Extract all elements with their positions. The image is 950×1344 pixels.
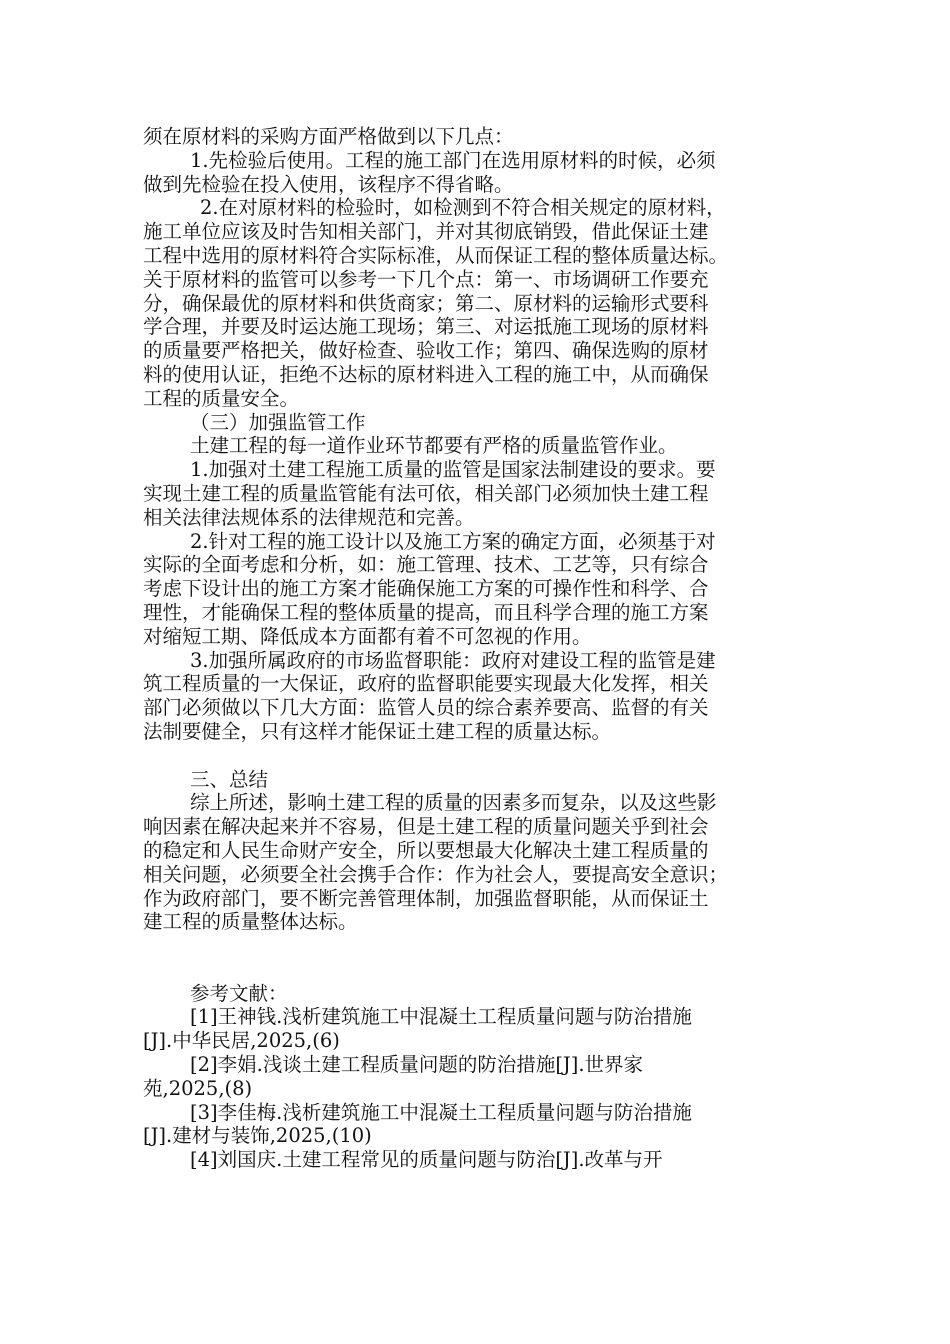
reference-item-cont: [J].建材与装饰,2025,(10) bbox=[143, 1124, 372, 1148]
text-line: 部门必须做以下几大方面：监管人员的综合素养要高、监督的有关 bbox=[143, 696, 709, 720]
section-heading: 三、总结 bbox=[190, 767, 269, 791]
spacer bbox=[143, 744, 813, 768]
text-line: 实现土建工程的质量监管能有法可依，相关部门必须加快土建工程 bbox=[143, 481, 709, 505]
text-line: 学合理，并要及时运达施工现场；第三、对运抵施工现场的原材料 bbox=[143, 315, 709, 339]
text-line: 分，确保最优的原材料和供货商家；第二、原材料的运输形式要科 bbox=[143, 291, 709, 315]
text-line: 关于原材料的监管可以参考一下几个点：第一、市场调研工作要充 bbox=[143, 267, 709, 291]
reference-item-cont: [J].中华民居,2025,(6) bbox=[143, 1029, 340, 1053]
references-heading: 参考文献： bbox=[190, 981, 288, 1005]
text-line: 相关问题，必须要全社会携手合作：作为社会人，要提高安全意识； bbox=[143, 862, 729, 886]
text-line: 3.加强所属政府的市场监督职能：政府对建设工程的监管是建 bbox=[190, 648, 716, 672]
reference-item-cont: 苑,2025,(8) bbox=[143, 1076, 253, 1100]
text-line: 做到先检验在投入使用，该程序不得省略。 bbox=[143, 172, 514, 196]
text-line: 响因素在解决起来并不容易，但是土建工程的质量问题关乎到社会 bbox=[143, 815, 709, 839]
text-line: 须在原材料的采购方面严格做到以下几点： bbox=[143, 125, 514, 148]
text-line: 实际的全面考虑和分析，如：施工管理、技术、工艺等，只有综合 bbox=[143, 553, 709, 577]
spacer bbox=[143, 934, 813, 958]
reference-item: [3]李佳梅.浅析建筑施工中混凝土工程质量问题与防治措施 bbox=[190, 1100, 692, 1124]
text-line: 相关法律法规体系的法律规范和完善。 bbox=[143, 505, 475, 529]
text-line: 筑工程质量的一大保证，政府的监督职能要实现最大化发挥，相关 bbox=[143, 672, 709, 696]
text-line: 2.针对工程的施工设计以及施工方案的确定方面，必须基于对 bbox=[190, 529, 716, 553]
text-line: 的稳定和人民生命财产安全，所以要想最大化解决土建工程质量的 bbox=[143, 838, 709, 862]
document-body bbox=[143, 125, 813, 1172]
text-line: 工程的质量安全。 bbox=[143, 386, 300, 410]
text-line: 土建工程的每一道作业环节都要有严格的质量监管作业。 bbox=[190, 434, 678, 458]
text-line: 法制要健全，只有这样才能保证土建工程的质量达标。 bbox=[143, 719, 612, 743]
text-line: 建工程的质量整体达标。 bbox=[143, 910, 358, 934]
text-line: 料的使用认证，拒绝不达标的原材料进入工程的施工中，从而确保 bbox=[143, 362, 709, 386]
section-heading: （三）加强监管工作 bbox=[190, 410, 366, 434]
text-line: 工程中选用的原材料符合实际标准，从而保证工程的整体质量达标。 bbox=[143, 243, 729, 267]
text-line: 施工单位应该及时告知相关部门，并对其彻底销毁，借此保证土建 bbox=[143, 220, 709, 244]
text-line: 考虑下设计出的施工方案才能确保施工方案的可操作性和科学、合 bbox=[143, 577, 709, 601]
text-line: 对缩短工期、降低成本方面都有着不可忽视的作用。 bbox=[143, 624, 592, 648]
reference-item: [4]刘国庆.土建工程常见的质量问题与防治[J].改革与开 bbox=[190, 1148, 663, 1172]
text-line: 2.在对原材料的检验时，如检测到不符合相关规定的原材料， bbox=[200, 196, 726, 220]
reference-item: [1]王神钱.浅析建筑施工中混凝土工程质量问题与防治措施 bbox=[190, 1005, 692, 1029]
text-line: 的质量要严格把关，做好检查、验收工作；第四、确保选购的原材 bbox=[143, 339, 709, 363]
reference-item: [2]李娟.浅谈土建工程质量问题的防治措施[J].世界家 bbox=[190, 1053, 644, 1077]
text-line: 理性，才能确保工程的整体质量的提高，而且科学合理的施工方案 bbox=[143, 600, 709, 624]
text-line: 1.加强对土建工程施工质量的监管是国家法制建设的要求。要 bbox=[190, 458, 716, 482]
text-line: 综上所述，影响土建工程的质量的因素多而复杂，以及这些影 bbox=[190, 791, 717, 815]
text-line: 作为政府部门，要不断完善管理体制，加强监督职能，从而保证土 bbox=[143, 886, 709, 910]
text-line: 1.先检验后使用。工程的施工部门在选用原材料的时候，必须 bbox=[190, 148, 716, 172]
spacer bbox=[143, 958, 813, 982]
